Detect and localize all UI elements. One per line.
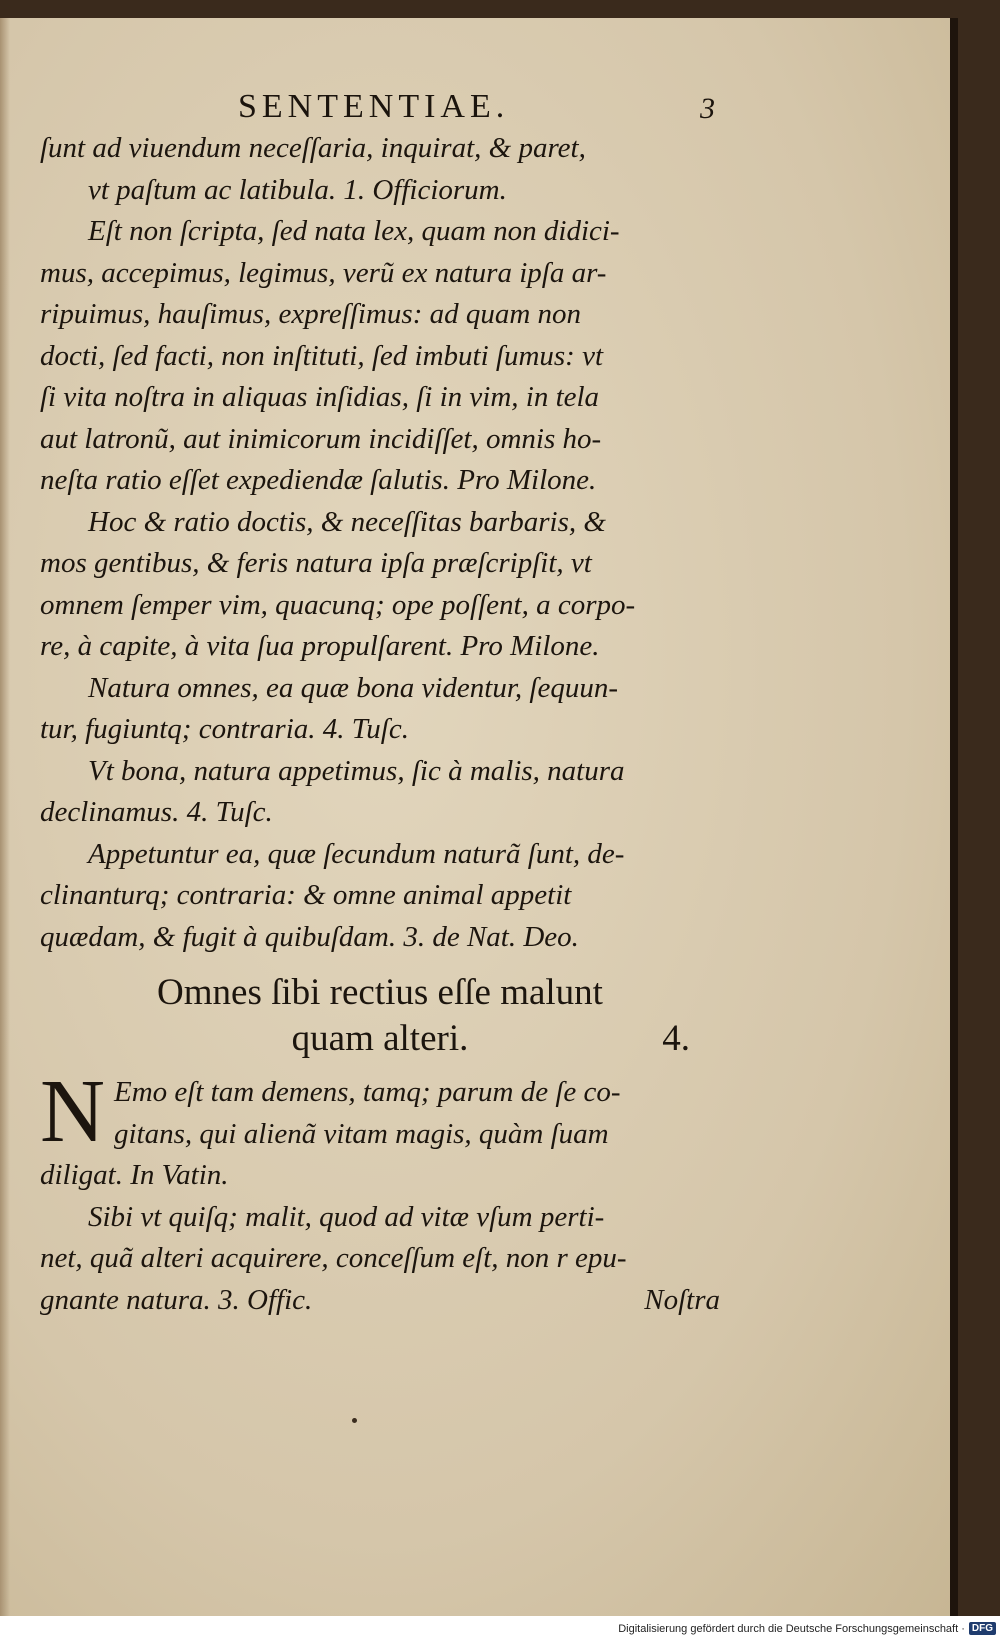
section-number: 4. bbox=[662, 1018, 690, 1059]
text-line: ſi vita noſtra in aliquas inſidias, ſi in vim, in tela bbox=[40, 381, 600, 413]
text-line: ſunt ad viuendum neceſſaria, inquirat, & paret, bbox=[40, 132, 586, 164]
text-line: Sibi vt quiſq; malit, quod ad vitæ vſum perti- bbox=[88, 1200, 605, 1233]
text-line: gnante natura. 3. Offic. bbox=[40, 1283, 313, 1316]
text-line: net, quã alteri acquirere, conceſſum eſt, non r epu- bbox=[40, 1242, 627, 1274]
catchword: Noſtra bbox=[644, 1283, 720, 1316]
text-line: Vt bona, natura appetimus, ſic à malis, natura bbox=[88, 754, 625, 787]
credit-text: Digitalisierung gefördert durch die Deutsche Forschungsgemeinschaft · bbox=[618, 1622, 965, 1635]
section-body bbox=[40, 1062, 720, 1321]
section-heading-line: Omnes ſibi rectius eſſe malunt bbox=[157, 972, 603, 1013]
digitization-credit bbox=[618, 1622, 996, 1635]
text-line: gitans, qui alienã vitam magis, quàm ſuam bbox=[114, 1117, 609, 1150]
text-line: Hoc & ratio doctis, & neceſſitas barbaris, & bbox=[88, 505, 606, 538]
page-number: 3 bbox=[700, 92, 715, 125]
text-line: neſta ratio eſſet expediendæ ſalutis. Pro Milone. bbox=[40, 464, 597, 496]
running-title: SENTENTIAE. bbox=[238, 88, 510, 125]
page-header bbox=[0, 82, 958, 125]
text-line: mus, accepimus, legimus, verũ ex natura ipſa ar- bbox=[40, 256, 607, 289]
text-line: declinamus. 4. Tuſc. bbox=[40, 796, 273, 828]
ink-speck bbox=[352, 1418, 357, 1423]
page-edge-shadow bbox=[0, 18, 10, 1616]
text-line: ripuimus, hauſimus, expreſſimus: ad quam non bbox=[40, 298, 582, 330]
text-line: aut latronũ, aut inimicorum incidiſſet, omnis ho- bbox=[40, 422, 602, 455]
text-line: quædam, & fugit à quibuſdam. 3. de Nat. Deo. bbox=[40, 920, 579, 953]
text-line: re, à capite, à vita ſua propulſarent. Pro Milone. bbox=[40, 630, 600, 662]
text-line: vt paſtum ac latibula. 1. Officiorum. bbox=[88, 173, 507, 206]
text-line: diligat. In Vatin. bbox=[40, 1159, 229, 1191]
page-text bbox=[40, 128, 720, 1321]
section-heading-line: quam alteri. bbox=[291, 1018, 469, 1059]
text-line: Natura omnes, ea quæ bona videntur, ſequun- bbox=[88, 671, 619, 704]
section-heading bbox=[40, 970, 720, 1062]
text-line: Appetuntur ea, quæ ſecundum naturã ſunt, de- bbox=[88, 837, 625, 870]
text-line: docti, ſed facti, non inſtituti, ſed imbuti ſumus: vt bbox=[40, 339, 604, 372]
text-line-with-catchword bbox=[40, 1280, 720, 1322]
text-line: Emo eſt tam demens, tamq; parum de ſe co- bbox=[114, 1076, 621, 1108]
text-line: omnem ſemper vim, quacunq; ope poſſent, a corpo- bbox=[40, 588, 636, 621]
drop-cap: N bbox=[40, 1062, 105, 1161]
dfg-logo-icon: DFG bbox=[969, 1622, 996, 1635]
text-line: tur, fugiuntq; contraria. 4. Tuſc. bbox=[40, 713, 409, 745]
text-line: mos gentibus, & feris natura ipſa præſcripſit, vt bbox=[40, 547, 592, 579]
text-line: clinanturq; contraria: & omne animal appetit bbox=[40, 879, 572, 911]
text-line: Eſt non ſcripta, ſed nata lex, quam non didici- bbox=[88, 215, 620, 247]
